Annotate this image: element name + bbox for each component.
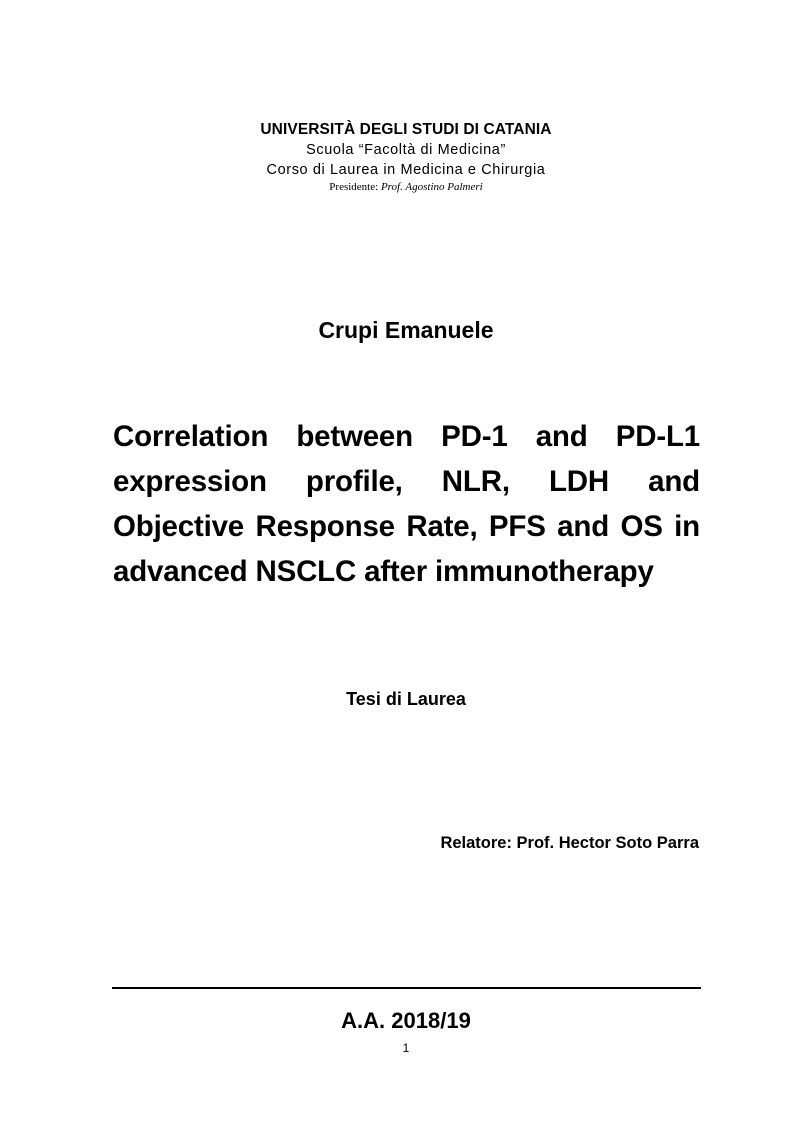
thesis-title bbox=[113, 414, 700, 594]
thesis-type: Tesi di Laurea bbox=[346, 689, 466, 709]
page-number: 1 bbox=[402, 1041, 410, 1055]
horizontal-divider bbox=[112, 987, 701, 989]
university-name: UNIVERSITÀ DEGLI STUDI DI CATANIA bbox=[260, 121, 552, 138]
president-name: Prof. Agostino Palmeri bbox=[380, 181, 483, 193]
author-name: Crupi Emanuele bbox=[318, 317, 494, 343]
school-name: Scuola “Facoltà di Medicina” bbox=[306, 142, 506, 158]
president-label: Presidente: bbox=[329, 181, 379, 193]
academic-year: A.A. 2018/19 bbox=[341, 1008, 471, 1033]
course-name: Corso di Laurea in Medicina e Chirurgia bbox=[266, 162, 546, 178]
title-line: Objective Response Rate, PFS and OS in bbox=[113, 510, 700, 543]
supervisor-line: Relatore: Prof. Hector Soto Parra bbox=[440, 834, 699, 852]
president-line bbox=[0, 180, 794, 194]
university-header bbox=[0, 119, 794, 194]
title-line: advanced NSCLC after immunotherapy bbox=[113, 555, 654, 588]
title-line: expression profile, NLR, LDH and bbox=[113, 465, 700, 498]
title-line: Correlation between PD-1 and PD-L1 bbox=[113, 420, 700, 453]
